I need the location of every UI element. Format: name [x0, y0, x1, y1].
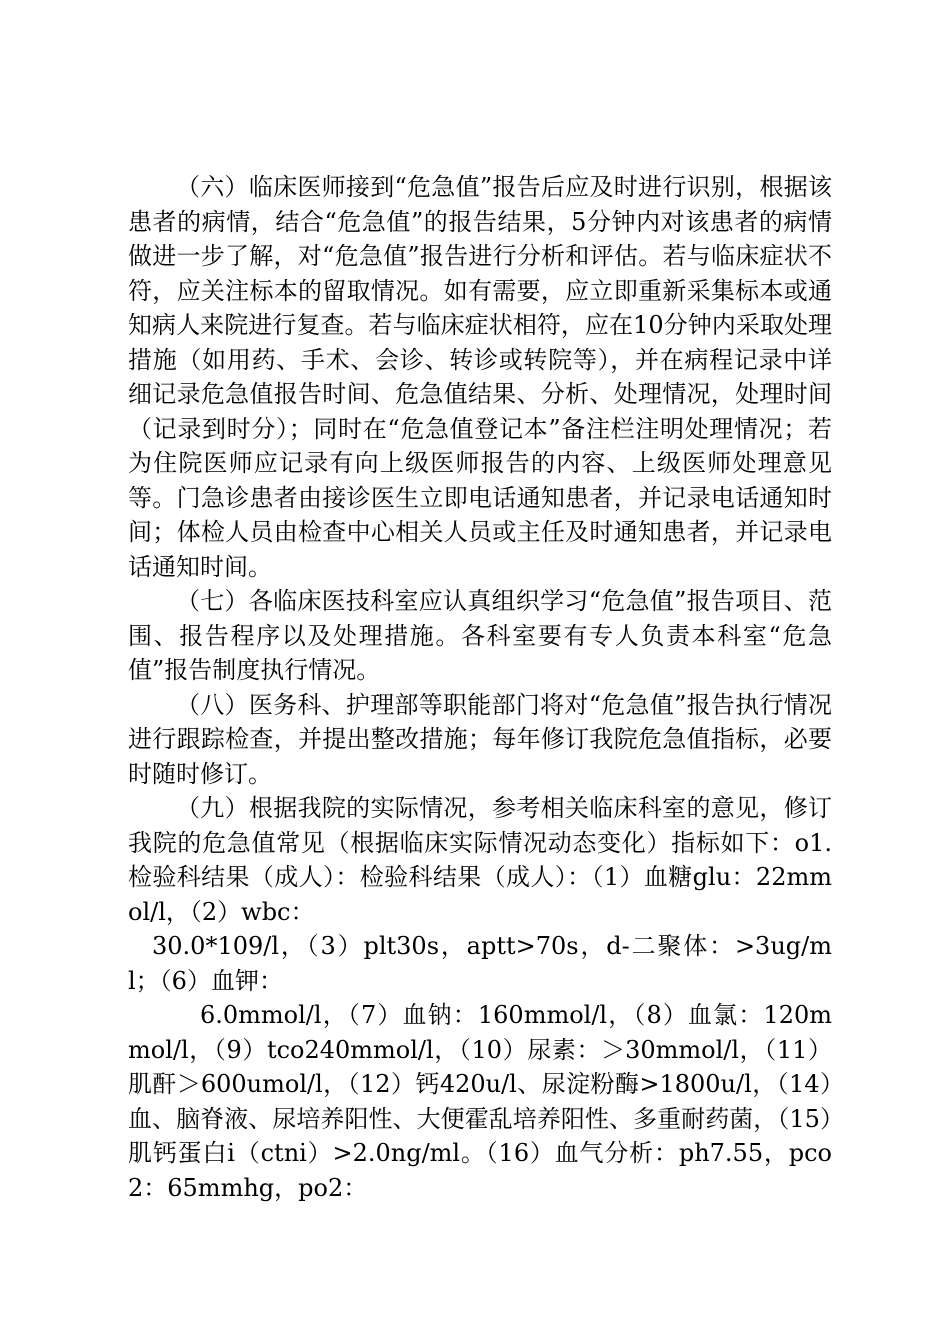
paragraph-9-indicators: 6.0mmol/l，（7）血钠：160mmol/l，（8）血氯：120mmol/l，（9）tco240mmol/l，（10）尿素：＞30mmol/l，（11）肌酐＞600umol/l，（12）钙420u/l、尿淀粉酶>1800u/l，（14）血、脑脊液、尿培养阳性、大便霍乱培养阳性、多重耐药菌，（15）肌钙蛋白i（ctni）>2.0ng/ml。（16）血气分析：ph7.55，pco2：65mmhg，po2： — [128, 1001, 832, 1202]
document-page — [128, 170, 832, 1205]
paragraph-6: （六）临床医师接到“危急值”报告后应及时进行识别，根据该患者的病情，结合“危急值”的报告结果，5分钟内对该患者的病情做进一步了解，对“危急值”报告进行分析和评估。若与临床症状不符，应关注标本的留取情况。如有需要，应立即重新采集标本或通知病人来院进行复查。若与临床症状相符，应在10分钟内采取处理措施（如用药、手术、会诊、转诊或转院等），并在病程记录中详细记录危急值报告时间、危急值结果、分析、处理情况，处理时间（记录到时分）；同时在“危急值登记本”备注栏注明处理情况；若为住院医师应记录有向上级医师报告的内容、上级医师处理意见等。门急诊患者由接诊医生立即电话通知患者，并记录电话通知时间；体检人员由检查中心相关人员或主任及时通知患者，并记录电话通知时间。 — [128, 173, 832, 581]
paragraph-7: （七）各临床医技科室应认真组织学习“危急值”报告项目、范围、报告程序以及处理措施。各科室要有专人负责本科室“危急值”报告制度执行情况。 — [128, 587, 832, 684]
paragraph-8: （八）医务科、护理部等职能部门将对“危急值”报告执行情况进行跟踪检查，并提出整改措施；每年修订我院危急值指标，必要时随时修订。 — [128, 690, 832, 788]
paragraph-9-continued: 30.0*109/l，（3）plt30s，aptt>70s，d-二聚体：>3ug/ml；（6）血钾： — [128, 932, 832, 995]
paragraph-9: （九）根据我院的实际情况，参考相关临床科室的意见，修订我院的危急值常见（根据临床实际情况动态变化）指标如下：o1.检验科结果（成人）：检验科结果（成人）：（1）血糖glu：22mmol/l，（2）wbc： — [128, 794, 832, 926]
